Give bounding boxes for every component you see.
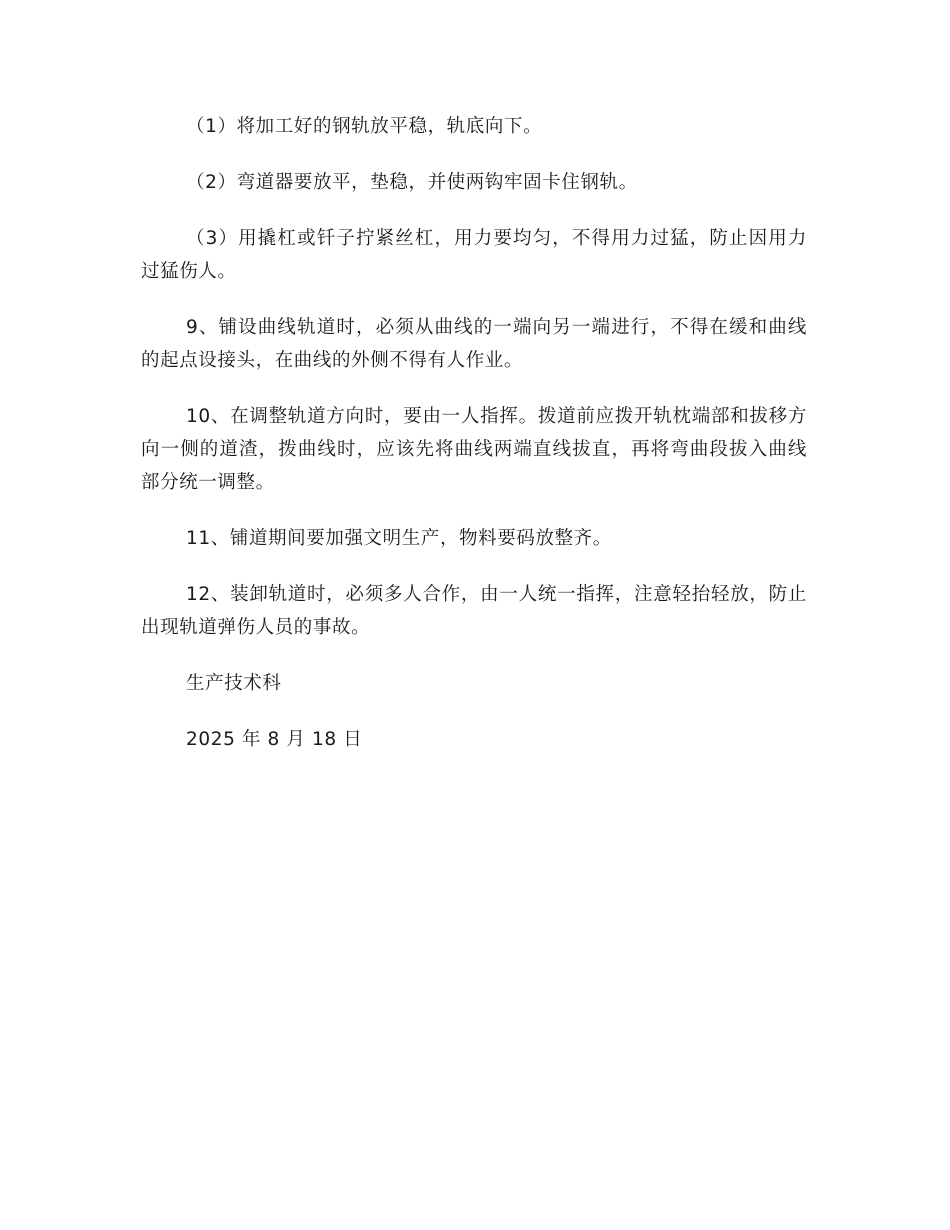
item-10-paragraph: 10、在调整轨道方向时，要由一人指挥。拨道前应拨开轨枕端部和拔移方向一侧的道渣，拨曲线时，应该先将曲线两端直线拔直，再将弯曲段拔入曲线部分统一调整。 [141, 406, 807, 493]
step-3-paragraph: （3）用撬杠或钎子拧紧丝杠，用力要均匀，不得用力过猛，防止因用力过猛伤人。 [141, 228, 807, 282]
item-12-paragraph: 12、装卸轨道时，必须多人合作，由一人统一指挥，注意轻抬轻放，防止出现轨道弹伤人员的事故。 [141, 584, 807, 638]
item-9-paragraph: 9、铺设曲线轨道时，必须从曲线的一端向另一端进行，不得在缓和曲线的起点设接头，在曲线的外侧不得有人作业。 [141, 317, 807, 371]
signature-date: 2025 年 8 月 18 日 [186, 729, 363, 750]
step-2-paragraph: （2）弯道器要放平，垫稳，并使两钩牢固卡住钢轨。 [186, 172, 638, 193]
step-1-paragraph: （1）将加工好的钢轨放平稳，轨底向下。 [186, 116, 543, 137]
item-11-paragraph: 11、铺道期间要加强文明生产，物料要码放整齐。 [186, 528, 612, 549]
signature-department: 生产技术科 [186, 673, 282, 694]
document-body [141, 110, 807, 779]
